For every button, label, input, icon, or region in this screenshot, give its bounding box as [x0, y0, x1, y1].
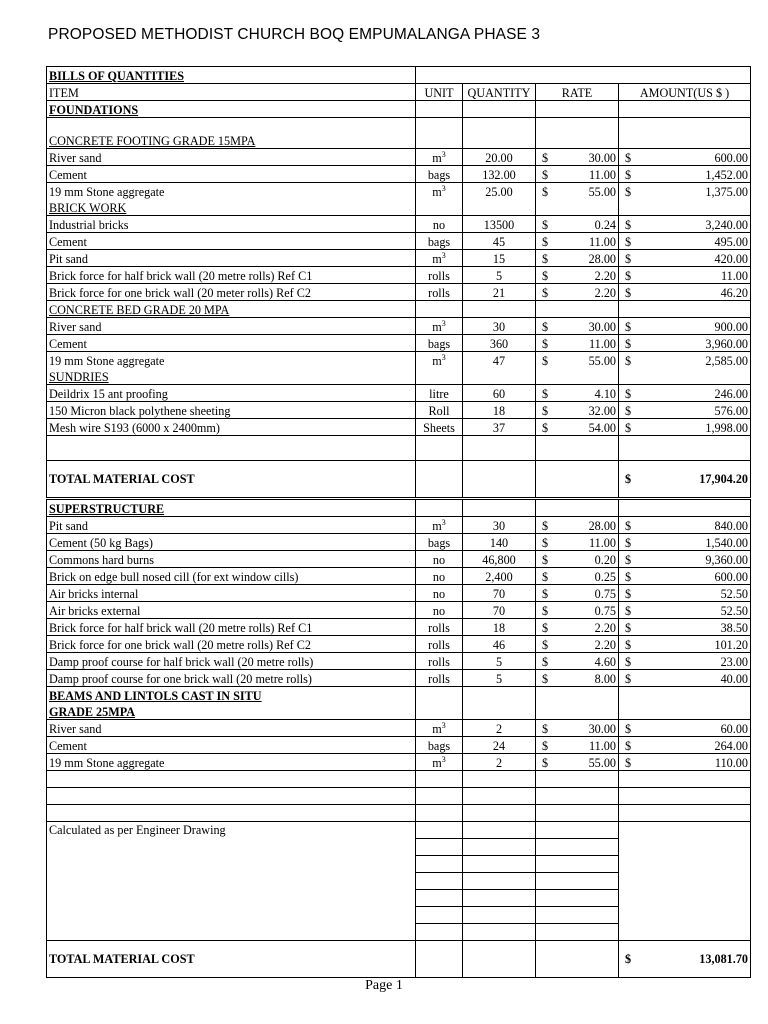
unit-cell: Sheets: [416, 419, 463, 436]
item-cell: Pit sand: [47, 250, 416, 267]
section-row: [47, 199, 751, 216]
item-cell: Cement: [47, 737, 416, 754]
table-row: [47, 636, 751, 653]
unit-cell: bags: [416, 534, 463, 551]
table-row: [47, 216, 751, 233]
spacer-row: [47, 118, 751, 133]
rate-cell: $ 54.00: [536, 419, 619, 436]
amount-cell: $ 46.20: [619, 284, 751, 301]
item-cell: River sand: [47, 720, 416, 737]
empty-row: [47, 924, 751, 941]
unit-cell: rolls: [416, 619, 463, 636]
table-row: [47, 352, 751, 369]
rate-cell: $ 28.00: [536, 250, 619, 267]
qty-cell: 30: [463, 517, 536, 534]
unit-cell: $m^3$: [416, 720, 463, 737]
amount-cell: $ 2,585.00: [619, 352, 751, 369]
item-cell: Brick force for one brick wall (20 metre rolls) Ref C2: [47, 636, 416, 653]
section-brick-work: BRICK WORK: [47, 199, 416, 216]
table-row: [47, 385, 751, 402]
item-cell: Air bricks internal: [47, 585, 416, 602]
qty-cell: 47: [463, 352, 536, 369]
qty-cell: 15: [463, 250, 536, 267]
item-cell: Cement (50 kg Bags): [47, 534, 416, 551]
amount-cell: $ 60.00: [619, 720, 751, 737]
amount-cell: $ 40.00: [619, 670, 751, 687]
rate-cell: $ 2.20: [536, 636, 619, 653]
item-cell: Industrial bricks: [47, 216, 416, 233]
qty-cell: 37: [463, 419, 536, 436]
section-foundations: FOUNDATIONS: [47, 101, 416, 118]
item-cell: 19 mm Stone aggregate: [47, 183, 416, 200]
table-row: [47, 653, 751, 670]
empty-row: [47, 907, 751, 924]
section-concrete-footing: CONCRETE FOOTING GRADE 15MPA: [47, 132, 416, 149]
rate-cell: $ 55.00: [536, 352, 619, 369]
unit-cell: no: [416, 216, 463, 233]
qty-cell: 70: [463, 585, 536, 602]
col-amount-header: AMOUNT(US $ ): [619, 84, 751, 101]
empty-row: [47, 873, 751, 890]
rate-cell: $ 30.00: [536, 720, 619, 737]
table-row: [47, 183, 751, 200]
amount-cell: $ 840.00: [619, 517, 751, 534]
item-cell: Mesh wire S193 (6000 x 2400mm): [47, 419, 416, 436]
amount-cell: $ 11.00: [619, 267, 751, 284]
rate-cell: $ 0.75: [536, 585, 619, 602]
rate-cell: $ 11.00: [536, 233, 619, 250]
unit-cell: rolls: [416, 653, 463, 670]
unit-cell: Roll: [416, 402, 463, 419]
rate-cell: $ 2.20: [536, 267, 619, 284]
amount-cell: $ 23.00: [619, 653, 751, 670]
qty-cell: 5: [463, 670, 536, 687]
section-row: [47, 687, 751, 704]
rate-cell: $ 2.20: [536, 284, 619, 301]
unit-cell: rolls: [416, 636, 463, 653]
unit-cell: bags: [416, 233, 463, 250]
section-row: [47, 301, 751, 318]
rate-cell: $ 8.00: [536, 670, 619, 687]
qty-cell: 18: [463, 619, 536, 636]
total-amount: $ 17,904.20: [619, 461, 751, 499]
rate-cell: $ 0.75: [536, 602, 619, 619]
rate-cell: $ 30.00: [536, 149, 619, 166]
amount-cell: $ 1,998.00: [619, 419, 751, 436]
rate-cell: $ 55.00: [536, 754, 619, 771]
table-row: [47, 284, 751, 301]
unit-cell: $m^3$: [416, 318, 463, 335]
unit-cell: $m^3$: [416, 250, 463, 267]
unit-cell: $m^3$: [416, 352, 463, 369]
section-row: [47, 499, 751, 517]
amount-cell: $ 246.00: [619, 385, 751, 402]
qty-cell: 45: [463, 233, 536, 250]
qty-cell: 5: [463, 267, 536, 284]
rate-cell: $ 0.24: [536, 216, 619, 233]
qty-cell: 46: [463, 636, 536, 653]
unit-cell: $m^3$: [416, 149, 463, 166]
item-cell: Brick on edge bull nosed cill (for ext window cills): [47, 568, 416, 585]
col-unit-header: UNIT: [416, 84, 463, 101]
table-row: [47, 551, 751, 568]
section-row: [47, 368, 751, 385]
item-cell: Damp proof course for half brick wall (20 metre rolls): [47, 653, 416, 670]
table-row: [47, 585, 751, 602]
amount-cell: $ 1,452.00: [619, 166, 751, 183]
amount-cell: $ 576.00: [619, 402, 751, 419]
col-quantity-header: QUANTITY: [463, 84, 536, 101]
amount-cell: $ 38.50: [619, 619, 751, 636]
item-cell: Brick force for half brick wall (20 metre rolls) Ref C1: [47, 267, 416, 284]
table-row: [47, 166, 751, 183]
amount-cell: $ 101.20: [619, 636, 751, 653]
item-cell: River sand: [47, 318, 416, 335]
table-row: [47, 267, 751, 284]
qty-cell: 25.00: [463, 183, 536, 200]
item-cell: 19 mm Stone aggregate: [47, 754, 416, 771]
table-row: [47, 250, 751, 267]
empty-row: [47, 788, 751, 805]
empty-row: [47, 856, 751, 873]
qty-cell: 18: [463, 402, 536, 419]
rate-cell: $ 28.00: [536, 517, 619, 534]
table-row: [47, 233, 751, 250]
amount-cell: $ 3,240.00: [619, 216, 751, 233]
note-row: [47, 822, 751, 839]
unit-cell: rolls: [416, 284, 463, 301]
header-bills-row: [47, 67, 751, 84]
item-cell: Brick force for half brick wall (20 metre rolls) Ref C1: [47, 619, 416, 636]
bills-heading: BILLS OF QUANTITIES: [47, 67, 416, 84]
unit-cell: litre: [416, 385, 463, 402]
qty-cell: 13500: [463, 216, 536, 233]
unit-cell: $m^3$: [416, 517, 463, 534]
item-cell: River sand: [47, 149, 416, 166]
table-row: [47, 335, 751, 352]
amount-cell: $ 900.00: [619, 318, 751, 335]
col-item-header: ITEM: [47, 84, 416, 101]
qty-cell: 70: [463, 602, 536, 619]
section-row: [47, 101, 751, 118]
amount-cell: $ 3,960.00: [619, 335, 751, 352]
qty-cell: 46,800: [463, 551, 536, 568]
rate-cell: $ 11.00: [536, 166, 619, 183]
rate-cell: $ 55.00: [536, 183, 619, 200]
total-row: [47, 461, 751, 499]
table-row: [47, 419, 751, 436]
table-row: [47, 670, 751, 687]
qty-cell: 360: [463, 335, 536, 352]
table-row: [47, 402, 751, 419]
amount-cell: $ 600.00: [619, 149, 751, 166]
item-cell: Commons hard burns: [47, 551, 416, 568]
table-row: [47, 754, 751, 771]
qty-cell: 2: [463, 754, 536, 771]
rate-cell: $ 0.20: [536, 551, 619, 568]
unit-cell: rolls: [416, 670, 463, 687]
unit-cell: $m^3$: [416, 183, 463, 200]
table-row: [47, 517, 751, 534]
qty-cell: 5: [463, 653, 536, 670]
section-superstructure: SUPERSTRUCTURE: [47, 499, 416, 517]
amount-cell: $ 420.00: [619, 250, 751, 267]
unit-cell: no: [416, 551, 463, 568]
amount-cell: $ 9,360.00: [619, 551, 751, 568]
amount-cell: $ 1,375.00: [619, 183, 751, 200]
qty-cell: 2: [463, 720, 536, 737]
spacer-row: [47, 436, 751, 461]
amount-cell: $ 1,540.00: [619, 534, 751, 551]
rate-cell: $ 11.00: [536, 335, 619, 352]
rate-cell: $ 11.00: [536, 737, 619, 754]
qty-cell: 20.00: [463, 149, 536, 166]
total-label: TOTAL MATERIAL COST: [47, 941, 416, 978]
total-label: TOTAL MATERIAL COST: [47, 461, 416, 499]
header-columns-row: [47, 84, 751, 101]
item-cell: Cement: [47, 166, 416, 183]
item-cell: 150 Micron black polythene sheeting: [47, 402, 416, 419]
item-cell: Deildrix 15 ant proofing: [47, 385, 416, 402]
amount-cell: $ 495.00: [619, 233, 751, 250]
unit-cell: bags: [416, 737, 463, 754]
table-row: [47, 149, 751, 166]
rate-cell: $ 4.60: [536, 653, 619, 670]
unit-cell: rolls: [416, 267, 463, 284]
rate-cell: $ 4.10: [536, 385, 619, 402]
qty-cell: 132.00: [463, 166, 536, 183]
amount-cell: $ 52.50: [619, 602, 751, 619]
total-amount: $ 13,081.70: [619, 941, 751, 978]
rate-cell: $ 0.25: [536, 568, 619, 585]
section-row: [47, 132, 751, 149]
item-cell: Air bricks external: [47, 602, 416, 619]
total-row: [47, 941, 751, 978]
item-cell: Damp proof course for one brick wall (20 metre rolls): [47, 670, 416, 687]
section-grade: GRADE 25MPA: [47, 703, 416, 720]
item-cell: Pit sand: [47, 517, 416, 534]
item-cell: Brick force for one brick wall (20 meter rolls) Ref C2: [47, 284, 416, 301]
section-concrete-bed: CONCRETE BED GRADE 20 MPA: [47, 301, 416, 318]
rate-cell: $ 2.20: [536, 619, 619, 636]
section-sundries: SUNDRIES: [47, 368, 416, 385]
table-row: [47, 720, 751, 737]
unit-cell: bags: [416, 166, 463, 183]
unit-cell: no: [416, 585, 463, 602]
rate-cell: $ 32.00: [536, 402, 619, 419]
item-cell: Cement: [47, 335, 416, 352]
qty-cell: 60: [463, 385, 536, 402]
unit-cell: bags: [416, 335, 463, 352]
rate-cell: $ 30.00: [536, 318, 619, 335]
qty-cell: 24: [463, 737, 536, 754]
unit-cell: no: [416, 568, 463, 585]
unit-cell: $m^3$: [416, 754, 463, 771]
empty-row: [47, 771, 751, 788]
qty-cell: 2,400: [463, 568, 536, 585]
col-rate-header: RATE: [536, 84, 619, 101]
page-number: Page 1: [365, 978, 403, 993]
unit-cell: no: [416, 602, 463, 619]
empty-row: [47, 839, 751, 856]
empty-row: [47, 890, 751, 907]
item-cell: 19 mm Stone aggregate: [47, 352, 416, 369]
qty-cell: 21: [463, 284, 536, 301]
amount-cell: $ 264.00: [619, 737, 751, 754]
document-title: PROPOSED METHODIST CHURCH BOQ EMPUMALANGA PHASE 3: [48, 26, 541, 43]
amount-cell: $ 110.00: [619, 754, 751, 771]
rate-cell: $ 11.00: [536, 534, 619, 551]
table-row: [47, 534, 751, 551]
qty-cell: 30: [463, 318, 536, 335]
section-row: [47, 703, 751, 720]
amount-cell: $ 52.50: [619, 585, 751, 602]
table-row: [47, 602, 751, 619]
table-row: [47, 619, 751, 636]
item-cell: Cement: [47, 233, 416, 250]
table-row: [47, 568, 751, 585]
amount-cell: $ 600.00: [619, 568, 751, 585]
table-row: [47, 737, 751, 754]
table-row: [47, 318, 751, 335]
section-beams: BEAMS AND LINTOLS CAST IN SITU: [47, 687, 416, 704]
empty-row: [47, 805, 751, 822]
boq-table: [46, 66, 751, 978]
qty-cell: 140: [463, 534, 536, 551]
note-text: Calculated as per Engineer Drawing: [47, 822, 416, 839]
